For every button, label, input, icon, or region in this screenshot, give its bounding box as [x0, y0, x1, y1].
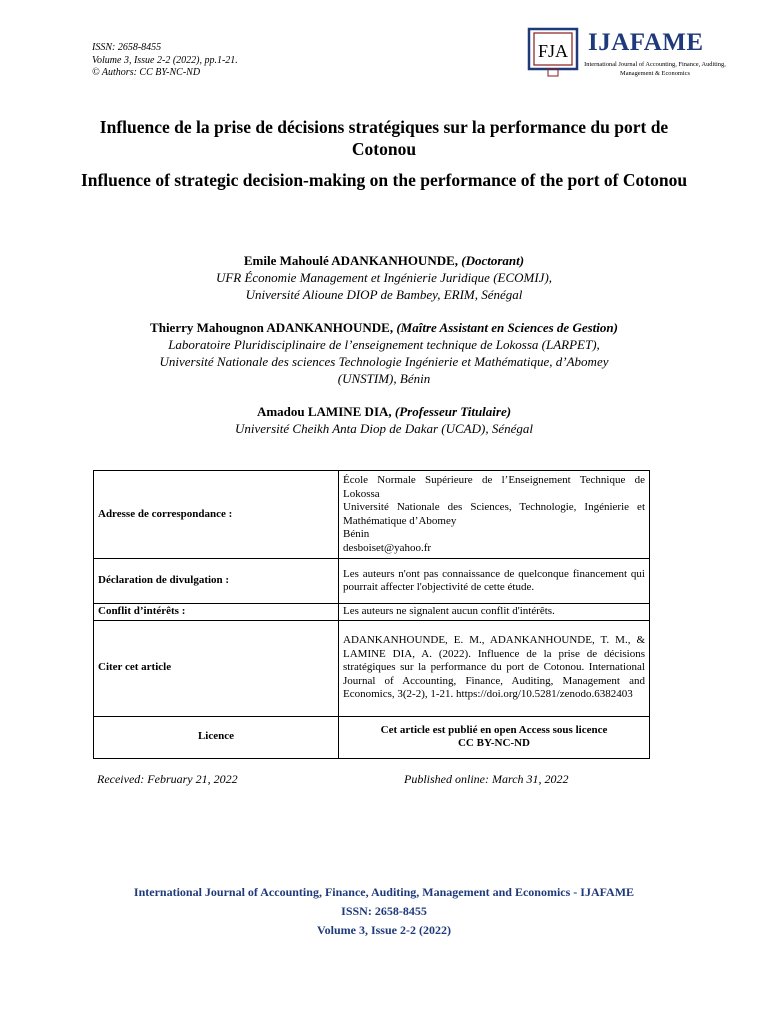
- row-label: Citer cet article: [94, 620, 339, 716]
- row-value: Les auteurs n'ont pas connaissance de quelconque financement qui pourrait affecter l'objectivité de cette étude.: [339, 559, 650, 604]
- author-role: (Doctorant): [461, 253, 525, 268]
- row-label: Licence: [94, 716, 339, 758]
- author-role: (Maître Assistant en Sciences de Gestion): [396, 320, 618, 335]
- address-line: École Normale Supérieure de l’Enseignement Technique de Lokossa: [343, 474, 645, 500]
- author-block: [60, 252, 708, 303]
- table-row: [94, 559, 650, 604]
- journal-logo: [526, 27, 726, 83]
- footer-issn: ISSN: 2658-8455: [341, 904, 427, 918]
- table-row: [94, 716, 650, 758]
- row-value: [339, 716, 650, 758]
- row-label: Adresse de correspondance :: [94, 471, 339, 559]
- volume-line: Volume 3, Issue 2-2 (2022), pp.1-21.: [92, 54, 238, 66]
- author-affiliation: Université Cheikh Anta Diop de Dakar (UCAD), Sénégal: [235, 421, 533, 436]
- address-line: Bénin: [343, 528, 370, 540]
- license-line: © Authors: CC BY-NC-ND: [92, 67, 201, 78]
- author-role: (Professeur Titulaire): [394, 404, 512, 419]
- row-label: Conflit d’intérêts :: [94, 604, 339, 621]
- table-row: [94, 604, 650, 621]
- author-affiliation: Université Nationale des sciences Technologie Ingénierie et Mathématique, d’Abomey: [159, 354, 609, 369]
- article-info-table: [93, 470, 650, 759]
- table-row: [94, 471, 650, 559]
- page-footer: [60, 883, 708, 940]
- footer-volume: Volume 3, Issue 2-2 (2022): [317, 923, 451, 937]
- logo-mark-letters: FJA: [537, 41, 569, 61]
- author-affiliation: (UNSTIM), Bénin: [337, 371, 431, 386]
- author-affiliation: Université Alioune DIOP de Bambey, ERIM, Sénégal: [245, 287, 523, 302]
- author-affiliation: Laboratoire Pluridisciplinaire de l’enseignement technique de Lokossa (LARPET),: [168, 337, 600, 352]
- address-line: Université Nationale des Sciences, Technologie, Ingénierie et Mathématique d’Abomey: [343, 501, 645, 527]
- license-name: CC BY-NC-ND: [457, 737, 530, 749]
- row-label: Déclaration de divulgation :: [94, 559, 339, 604]
- author-name: Thierry Mahougnon ADANKANHOUNDE,: [150, 320, 394, 335]
- row-value: [339, 471, 650, 559]
- author-block: [60, 403, 708, 437]
- logo-name: IJAFAME: [588, 29, 704, 56]
- received-date: Received: February 21, 2022: [97, 772, 238, 786]
- citation-text: ADANKANHOUNDE, E. M., ADANKANHOUNDE, T. M., & LAMINE DIA, A. (2022). Influence de la prise de décisions stratégiques sur la performance du port de Cotonou. International Journal of Accounting, Finance, Auditing, Management and Economics, 3(2-2), 1-21. https://doi.org/10.5281/zenodo.6382403: [339, 620, 650, 716]
- author-name: Amadou LAMINE DIA,: [256, 404, 392, 419]
- published-date: Published online: March 31, 2022: [404, 772, 569, 786]
- issn-line: ISSN: 2658-8455: [92, 42, 162, 53]
- author-name: Emile Mahoulé ADANKANHOUNDE,: [243, 253, 459, 268]
- license-text: Cet article est publié en open Access sous licence: [380, 723, 608, 736]
- logo-mark-icon: [526, 27, 580, 77]
- issn-header: [92, 42, 238, 80]
- title-french: Influence de la prise de décisions stratégiques sur la performance du port de Cotonou: [99, 117, 669, 159]
- author-block: [60, 319, 708, 387]
- title-english: Influence of strategic decision-making on the performance of the port of Cotonou: [80, 170, 688, 190]
- table-row: [94, 620, 650, 716]
- logo-subtitle: International Journal of Accounting, Finance, Auditing, Management & Economics: [584, 61, 726, 77]
- author-affiliation: UFR Économie Management et Ingénierie Juridique (ECOMIJ),: [215, 270, 553, 285]
- footer-journal: International Journal of Accounting, Finance, Auditing, Management and Economics - IJAFAME: [133, 885, 635, 899]
- row-value: Les auteurs ne signalent aucun conflit d'intérêts.: [339, 604, 650, 621]
- email-link[interactable]: desboiset@yahoo.fr: [343, 541, 432, 554]
